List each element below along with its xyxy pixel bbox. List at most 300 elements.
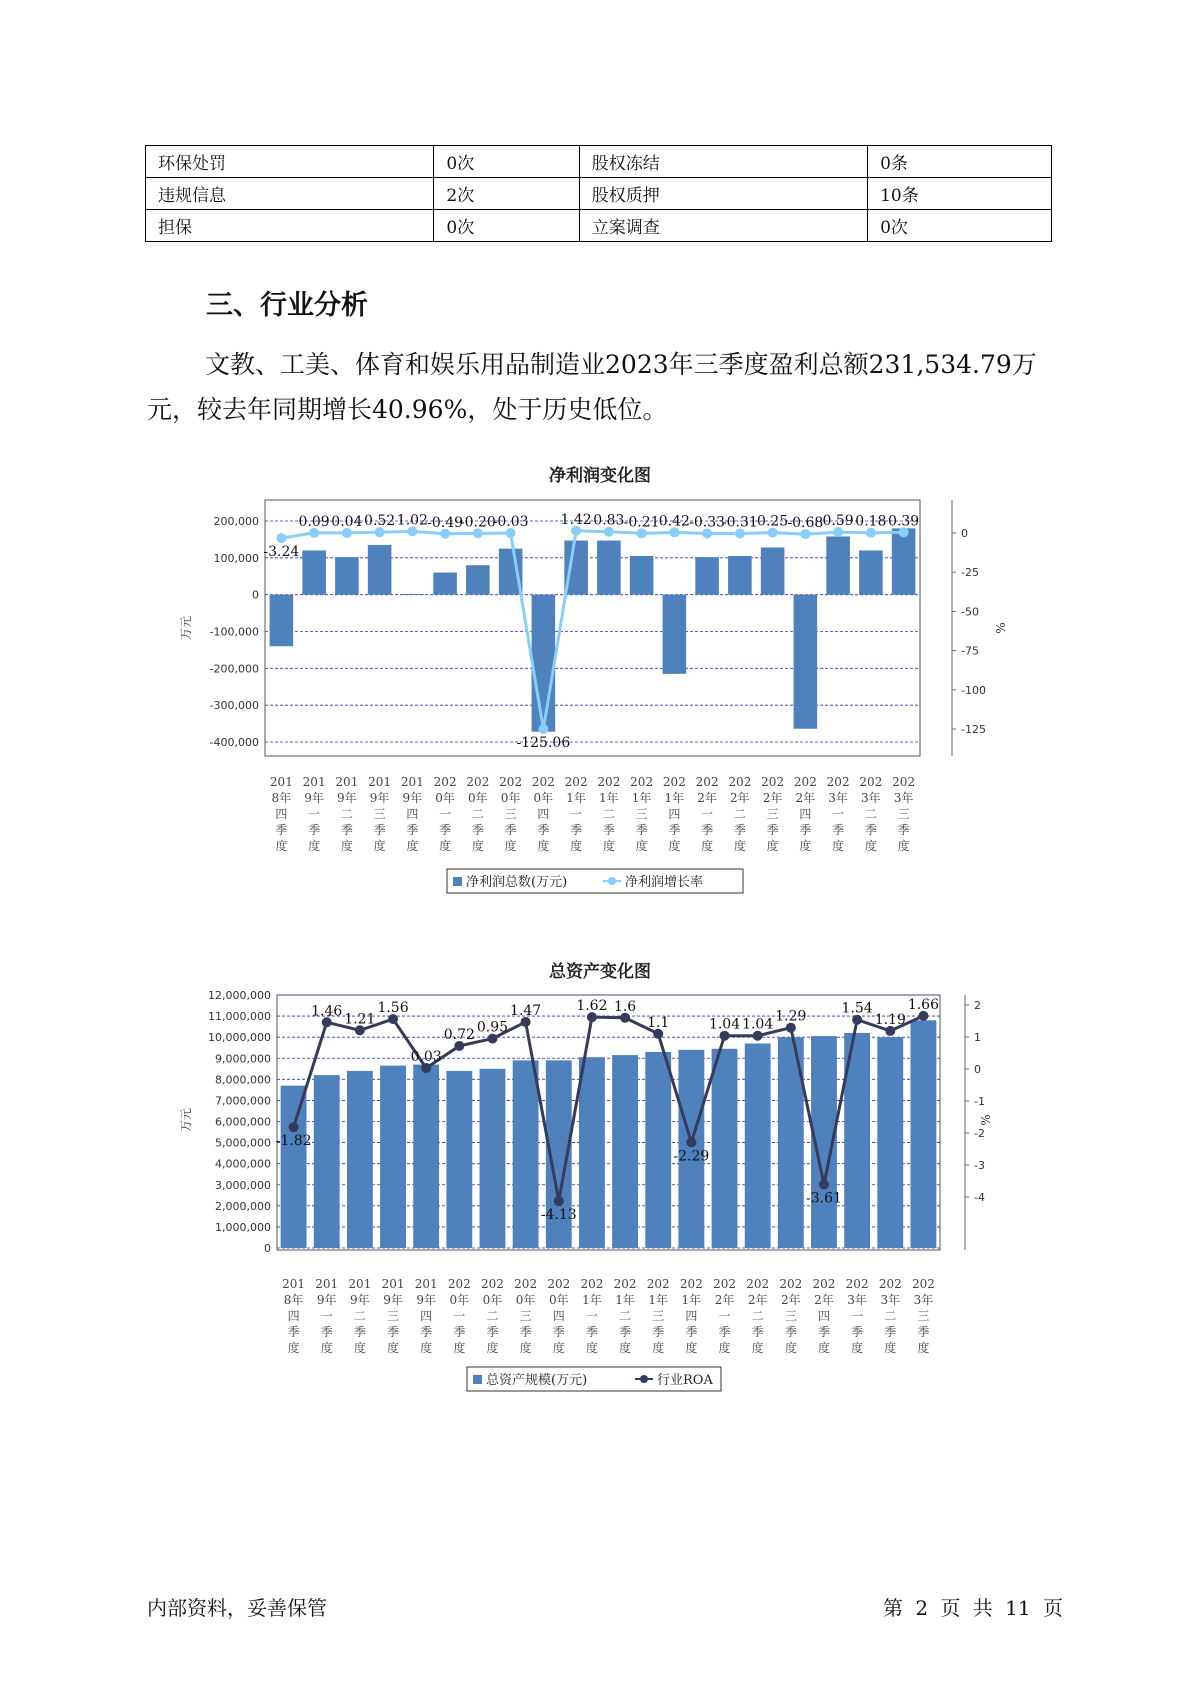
left-tick-label: -400,000: [209, 736, 259, 749]
data-label: -1.82: [275, 1133, 312, 1150]
x-tick-label: 一: [832, 807, 845, 821]
x-tick-label: 8年: [283, 1293, 304, 1307]
x-tick-label: 二: [864, 807, 877, 821]
left-axis-label: 万元: [179, 615, 193, 641]
x-tick-label: 202: [630, 775, 654, 789]
x-tick-label: 202: [466, 775, 490, 789]
x-tick-label: 201: [282, 1277, 306, 1291]
x-tick-label: 3年: [847, 1293, 867, 1307]
x-tick-label: 202: [433, 775, 457, 789]
data-label: 1.62: [576, 998, 608, 1015]
x-tick-label: 季: [685, 1325, 698, 1339]
x-tick-label: 季: [635, 823, 648, 837]
x-tick-label: 季: [275, 823, 288, 837]
x-tick-label: 1年: [582, 1293, 602, 1307]
x-tick-label: 二: [884, 1309, 897, 1323]
table-cell-label: 股权质押: [579, 178, 867, 210]
x-tick-label: 度: [519, 1341, 532, 1355]
x-tick-label: 度: [817, 1341, 830, 1355]
x-tick-label: 2年: [795, 791, 816, 805]
data-label: 1.46: [311, 1003, 343, 1020]
x-tick-label: 季: [353, 1325, 366, 1339]
x-tick-label: 二: [619, 1309, 632, 1323]
data-label: -0.33: [689, 514, 726, 531]
left-tick-label: 2,000,000: [215, 1199, 271, 1213]
data-label: 1.42: [560, 511, 592, 528]
x-tick-label: 季: [373, 823, 386, 837]
x-tick-label: 度: [453, 1341, 466, 1355]
bar: [466, 565, 490, 594]
x-tick-label: 四: [668, 807, 681, 821]
x-tick-label: 度: [471, 839, 484, 853]
bar: [446, 1071, 472, 1248]
right-tick-label: -1: [974, 1095, 985, 1108]
left-tick-label: 3,000,000: [215, 1178, 271, 1192]
x-tick-label: 一: [718, 1309, 731, 1323]
x-tick-label: 季: [585, 1325, 598, 1339]
bar: [433, 573, 457, 595]
data-label: -0.68: [787, 515, 824, 532]
data-label: -0.03: [492, 514, 529, 531]
x-tick-label: 202: [746, 1277, 770, 1291]
x-tick-label: 201: [368, 775, 392, 789]
x-tick-label: 201: [269, 775, 293, 789]
right-tick-label: 1: [974, 1031, 981, 1044]
bar: [480, 1069, 506, 1248]
x-tick-label: 季: [406, 823, 419, 837]
bar: [597, 541, 621, 595]
bar: [761, 548, 785, 595]
x-tick-label: 8年: [271, 791, 292, 805]
table-cell-value: 0次: [434, 210, 579, 242]
x-tick-label: 季: [851, 1325, 864, 1339]
bar: [270, 595, 294, 647]
x-tick-label: 202: [564, 775, 588, 789]
left-tick-label: 100,000: [213, 551, 259, 565]
right-tick-label: 0: [961, 527, 968, 540]
left-tick-label: -100,000: [209, 625, 259, 639]
x-tick-label: 0年: [435, 791, 455, 805]
bar: [281, 1086, 307, 1248]
x-tick-label: 1年: [615, 1293, 635, 1307]
data-label: 0.72: [443, 1026, 475, 1043]
x-tick-label: 202: [646, 1277, 670, 1291]
bar: [859, 550, 883, 594]
x-tick-label: 季: [733, 823, 746, 837]
x-tick-label: 季: [766, 823, 779, 837]
x-tick-label: 1年: [566, 791, 586, 805]
x-tick-label: 3年: [913, 1293, 934, 1307]
x-tick-label: 202: [812, 1277, 836, 1291]
bar: [380, 1066, 406, 1248]
x-tick-label: 季: [751, 1325, 764, 1339]
x-tick-label: 三: [784, 1309, 797, 1323]
legend-line-dot: [640, 1375, 648, 1383]
data-label: -0.20: [459, 514, 496, 531]
data-label: 1.56: [377, 1000, 409, 1017]
chart-title: 总资产变化图: [549, 962, 651, 982]
left-tick-label: 200,000: [213, 515, 259, 528]
data-label: -125.06: [516, 735, 571, 752]
x-tick-label: 季: [718, 1325, 731, 1339]
x-tick-label: 季: [917, 1325, 930, 1339]
table-cell-value: 0次: [434, 146, 579, 178]
bar: [347, 1071, 373, 1248]
right-tick-label: -25: [961, 566, 979, 580]
bar: [728, 556, 752, 595]
legend-line-dot: [608, 877, 616, 885]
legend-bar-swatch: [453, 877, 462, 886]
legend-line-label: 行业ROA: [657, 1373, 713, 1388]
footer-note: 内部资料，妥善保管: [147, 1596, 327, 1620]
x-tick-label: 1年: [681, 1293, 702, 1307]
bar: [745, 1043, 771, 1248]
x-tick-label: 202: [779, 1277, 803, 1291]
bar: [630, 556, 654, 595]
x-tick-label: 202: [826, 775, 850, 789]
table-cell-label: 环保处罚: [146, 146, 434, 178]
x-tick-label: 季: [287, 1325, 300, 1339]
left-tick-label: -300,000: [209, 699, 259, 713]
x-tick-label: 季: [784, 1325, 797, 1339]
left-tick-label: 10,000,000: [208, 1031, 271, 1045]
data-label: 1.6: [613, 998, 637, 1015]
data-label: 0.04: [331, 513, 363, 530]
data-label: 0.25: [757, 513, 789, 530]
x-tick-label: 四: [552, 1309, 565, 1323]
line-point: [819, 1180, 829, 1190]
data-label: -3.24: [263, 544, 300, 561]
x-tick-label: 季: [884, 1325, 897, 1339]
x-tick-label: 季: [897, 823, 910, 837]
bar: [532, 595, 556, 732]
bar: [413, 1065, 439, 1248]
x-tick-label: 度: [884, 1341, 897, 1355]
x-tick-label: 季: [486, 1325, 499, 1339]
x-tick-label: 度: [685, 1341, 698, 1355]
x-tick-label: 度: [340, 839, 353, 853]
right-axis-label: %: [979, 1114, 993, 1126]
x-tick-label: 三: [897, 807, 910, 821]
x-tick-label: 三: [652, 1309, 665, 1323]
data-label: 0.03: [410, 1049, 442, 1066]
right-tick-label: -2: [974, 1127, 985, 1140]
x-tick-label: 2年: [781, 1293, 801, 1307]
x-tick-label: 季: [439, 823, 452, 837]
x-tick-label: 202: [859, 775, 883, 789]
x-tick-label: 二: [751, 1309, 764, 1323]
x-tick-label: 三: [766, 807, 779, 821]
x-tick-label: 一: [320, 1309, 333, 1323]
table-cell-label: 股权冻结: [579, 146, 867, 178]
x-tick-label: 季: [420, 1325, 433, 1339]
x-tick-label: 202: [878, 1277, 902, 1291]
x-tick-label: 三: [519, 1309, 532, 1323]
data-label: -0.31: [721, 514, 758, 531]
legend-bar-label: 净利润总数(万元): [466, 875, 568, 890]
bar: [612, 1055, 638, 1248]
right-tick-label: -50: [961, 605, 979, 619]
x-tick-label: 二: [602, 807, 615, 821]
x-tick-label: 202: [845, 1277, 869, 1291]
x-tick-label: 四: [275, 807, 288, 821]
line-point: [289, 1122, 299, 1132]
x-tick-label: 四: [420, 1309, 433, 1323]
table-cell-label: 担保: [146, 210, 434, 242]
x-tick-label: 度: [552, 1341, 565, 1355]
x-tick-label: 度: [585, 1341, 598, 1355]
x-tick-label: 0年: [482, 1293, 503, 1307]
x-tick-label: 季: [552, 1325, 565, 1339]
x-tick-label: 季: [519, 1325, 532, 1339]
left-tick-label: 7,000,000: [215, 1094, 271, 1108]
x-tick-label: 201: [381, 1277, 405, 1291]
x-tick-label: 季: [701, 823, 714, 837]
x-tick-label: 二: [486, 1309, 499, 1323]
x-tick-label: 2年: [714, 1293, 735, 1307]
x-tick-label: 202: [481, 1277, 504, 1291]
x-tick-label: 度: [537, 839, 550, 853]
x-tick-label: 季: [799, 823, 812, 837]
x-tick-label: 1年: [648, 1293, 669, 1307]
x-tick-label: 3年: [880, 1293, 901, 1307]
x-tick-label: 201: [335, 775, 359, 789]
data-label: 1.54: [841, 1000, 873, 1017]
data-label: 1.1: [647, 1014, 670, 1031]
data-label: 0.59: [822, 513, 854, 530]
x-tick-label: 9年: [337, 791, 357, 805]
data-label: -0.21: [623, 514, 660, 531]
x-tick-label: 季: [504, 823, 517, 837]
x-tick-label: 度: [652, 1341, 665, 1355]
x-tick-label: 一: [851, 1309, 864, 1323]
x-tick-label: 201: [400, 775, 424, 789]
x-tick-label: 201: [348, 1277, 372, 1291]
table-row: [146, 178, 1052, 210]
bar: [695, 557, 719, 595]
x-tick-label: 四: [406, 807, 419, 821]
x-tick-label: 202: [499, 775, 523, 789]
x-tick-label: 202: [728, 775, 752, 789]
bar: [335, 557, 359, 595]
data-label: 0.95: [476, 1019, 509, 1036]
x-tick-label: 三: [504, 807, 517, 821]
right-tick-label: 2: [974, 999, 981, 1012]
x-tick-label: 9年: [350, 1293, 370, 1307]
data-label: -4.13: [540, 1207, 577, 1224]
x-tick-label: 1年: [599, 791, 619, 805]
risk-info-table: [145, 145, 1052, 242]
legend-bar-label: 总资产规模(万元): [486, 1373, 588, 1388]
x-tick-label: 二: [471, 807, 484, 821]
x-tick-label: 度: [486, 1341, 499, 1355]
x-tick-label: 度: [406, 839, 419, 853]
x-tick-label: 度: [373, 839, 386, 853]
x-tick-label: 9年: [369, 791, 390, 805]
x-tick-label: 0年: [533, 791, 554, 805]
x-tick-label: 度: [701, 839, 714, 853]
x-tick-label: 季: [832, 823, 845, 837]
x-tick-label: 202: [679, 1277, 703, 1291]
x-tick-label: 度: [635, 839, 648, 853]
x-tick-label: 季: [570, 823, 583, 837]
x-tick-label: 度: [387, 1341, 400, 1355]
left-tick-label: 4,000,000: [215, 1157, 271, 1171]
x-tick-label: 202: [892, 775, 916, 789]
x-tick-label: 0年: [548, 1293, 569, 1307]
x-tick-label: 度: [420, 1341, 433, 1355]
left-tick-label: 6,000,000: [215, 1115, 271, 1129]
x-tick-label: 季: [308, 823, 321, 837]
x-tick-label: 度: [784, 1341, 797, 1355]
page-number: 第 2 页 共 11 页: [883, 1596, 1063, 1620]
legend-bar-swatch: [473, 1375, 482, 1384]
left-tick-label: -200,000: [209, 662, 259, 676]
x-tick-label: 9年: [416, 1293, 436, 1307]
data-label: -3.61: [806, 1190, 842, 1207]
x-tick-label: 季: [864, 823, 877, 837]
line-point: [276, 533, 286, 543]
table-cell-label: 立案调查: [579, 210, 867, 242]
plot-frame: [277, 995, 940, 1250]
data-label: 1.66: [907, 996, 940, 1013]
data-label: 1.47: [510, 1002, 542, 1019]
bar: [645, 1052, 671, 1248]
x-tick-label: 季: [387, 1325, 400, 1339]
x-tick-label: 一: [308, 807, 321, 821]
x-tick-label: 202: [597, 775, 621, 789]
line-point: [538, 724, 548, 734]
left-tick-label: 0: [252, 588, 259, 602]
x-tick-label: 202: [793, 775, 817, 789]
x-tick-label: 201: [315, 1277, 339, 1291]
data-label: 1.02: [396, 512, 428, 529]
x-tick-label: 度: [718, 1341, 731, 1355]
x-tick-label: 度: [570, 839, 583, 853]
x-tick-label: 一: [570, 807, 583, 821]
x-tick-label: 度: [308, 839, 321, 853]
x-tick-label: 9年: [383, 1293, 403, 1307]
right-tick-label: -125: [961, 723, 986, 736]
x-tick-label: 度: [917, 1341, 930, 1355]
x-tick-label: 度: [668, 839, 681, 853]
x-tick-label: 三: [373, 807, 386, 821]
x-tick-label: 202: [613, 1277, 637, 1291]
x-tick-label: 度: [320, 1341, 333, 1355]
bar: [401, 594, 425, 595]
x-tick-label: 季: [340, 823, 353, 837]
legend-line-label: 净利润增长率: [625, 875, 704, 890]
data-label: 0.52: [364, 513, 396, 530]
x-tick-label: 1年: [664, 791, 685, 805]
x-tick-label: 3年: [861, 791, 881, 805]
bar: [910, 1020, 936, 1248]
x-tick-label: 0年: [515, 1293, 536, 1307]
table-cell-label: 违规信息: [146, 178, 434, 210]
x-tick-label: 度: [832, 839, 845, 853]
x-tick-label: 度: [353, 1341, 366, 1355]
x-tick-label: 一: [701, 807, 714, 821]
bar: [826, 536, 850, 594]
bar: [877, 1037, 903, 1248]
x-tick-label: 201: [414, 1277, 438, 1291]
left-tick-label: 8,000,000: [215, 1073, 271, 1087]
data-label: 0.18: [855, 513, 887, 530]
industry-summary-paragraph: 文教、工美、体育和娱乐用品制造业2023年三季度盈利总额231,534.79万元，较去年同期增长40.96%，处于历史低位。: [147, 350, 1037, 424]
line-point: [686, 1137, 696, 1147]
x-tick-label: 0年: [468, 791, 488, 805]
data-label: 1.29: [775, 1008, 807, 1025]
x-tick-label: 202: [911, 1277, 935, 1291]
x-tick-label: 202: [662, 775, 686, 789]
x-tick-label: 202: [761, 775, 785, 789]
x-tick-label: 季: [668, 823, 681, 837]
x-tick-label: 度: [864, 839, 877, 853]
x-tick-label: 三: [387, 1309, 400, 1323]
x-tick-label: 度: [897, 839, 910, 853]
x-tick-label: 2年: [747, 1293, 768, 1307]
x-tick-label: 3年: [893, 791, 914, 805]
right-tick-label: -75: [961, 644, 979, 658]
x-tick-label: 202: [695, 775, 719, 789]
data-label: 1.04: [708, 1016, 741, 1033]
chart-title: 净利润变化图: [549, 466, 651, 486]
x-tick-label: 四: [287, 1309, 300, 1323]
bar: [368, 545, 392, 595]
x-tick-label: 三: [635, 807, 648, 821]
x-tick-label: 度: [287, 1341, 300, 1355]
x-tick-label: 1年: [631, 791, 652, 805]
data-label: 1.19: [874, 1011, 906, 1028]
data-label: 0.39: [888, 513, 920, 530]
x-tick-label: 202: [514, 1277, 538, 1291]
x-tick-label: 季: [320, 1325, 333, 1339]
bar: [314, 1075, 340, 1248]
x-tick-label: 季: [453, 1325, 466, 1339]
x-tick-label: 2年: [697, 791, 717, 805]
bar: [794, 595, 818, 729]
data-label: -0.49: [427, 514, 464, 531]
left-tick-label: 11,000,000: [208, 1010, 271, 1024]
x-tick-label: 3年: [828, 791, 848, 805]
x-tick-label: 2年: [730, 791, 750, 805]
x-tick-label: 度: [851, 1341, 864, 1355]
right-tick-label: -4: [974, 1191, 985, 1204]
x-tick-label: 度: [504, 839, 517, 853]
x-tick-label: 度: [799, 839, 812, 853]
x-tick-label: 9年: [304, 791, 324, 805]
net-profit-chart: [160, 455, 1040, 910]
bar: [712, 1049, 738, 1248]
x-tick-label: 0年: [500, 791, 521, 805]
left-tick-label: 12,000,000: [208, 989, 271, 1002]
x-tick-label: 0年: [449, 1293, 470, 1307]
table-row: [146, 146, 1052, 178]
x-tick-label: 度: [733, 839, 746, 853]
x-tick-label: 201: [302, 775, 326, 789]
plot-frame: [265, 500, 920, 756]
x-tick-label: 四: [685, 1309, 698, 1323]
table-cell-value: 10条: [868, 178, 1052, 210]
x-tick-label: 度: [766, 839, 779, 853]
section-heading: 三、行业分析: [206, 290, 368, 321]
x-tick-label: 季: [619, 1325, 632, 1339]
left-tick-label: 1,000,000: [215, 1220, 271, 1234]
x-tick-label: 度: [619, 1341, 632, 1355]
table-row: [146, 210, 1052, 242]
data-label: 1.04: [742, 1016, 774, 1033]
data-label: 0.83: [593, 512, 625, 529]
